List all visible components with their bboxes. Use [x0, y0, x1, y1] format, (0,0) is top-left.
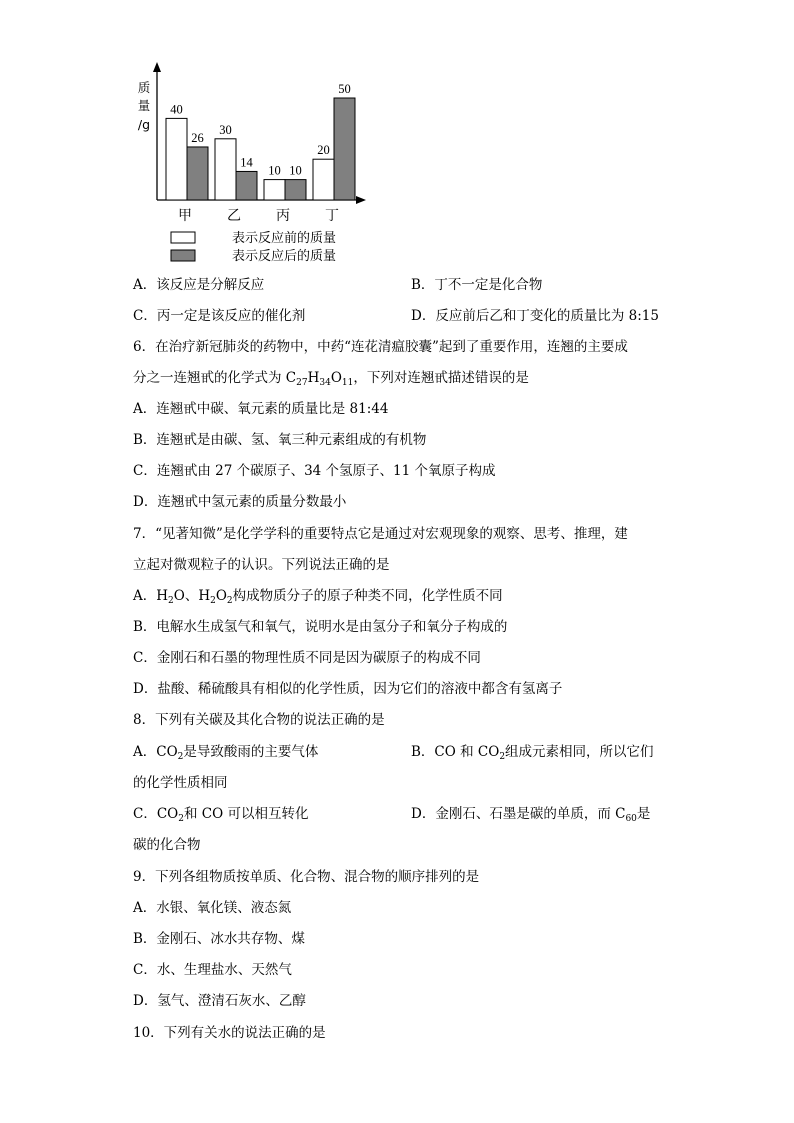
q6-option-a: A．连翘甙中碳、氧元素的质量比是 81:44 — [133, 401, 389, 417]
bar-value-label: 10 — [268, 163, 281, 178]
mass-bar-chart — [0, 0, 794, 270]
q8-stem: 8．下列有关碳及其化合物的说法正确的是 — [133, 712, 385, 728]
q6-stem-line2: 分之一连翘甙的化学式为 $C_{27}H_{34}O_{11}$，下列对连翘甙描述错误的是 — [133, 370, 529, 388]
q5-option-b: B．丁不一定是化合物 — [411, 277, 543, 293]
q9-option-b: B．金刚石、冰水共存物、煤 — [133, 931, 305, 947]
chart-bars — [166, 82, 355, 200]
category-labels — [178, 208, 339, 224]
q7-stem-line2: 立起对微观粒子的认识。下列说法正确的是 — [133, 557, 390, 573]
q7-option-c: C．金刚石和石墨的物理性质不同是因为碳原子的构成不同 — [133, 650, 481, 666]
q6-option-d: D．连翘甙中氢元素的质量分数最小 — [133, 494, 347, 510]
bar-before — [313, 159, 334, 200]
bar-after — [236, 171, 257, 200]
q8-option-c: C．$CO_2$和 CO 可以相互转化 — [133, 806, 309, 824]
bar-after — [334, 98, 355, 200]
category-label: 丁 — [325, 208, 339, 224]
bar-value-label: 10 — [289, 163, 302, 178]
legend-swatch — [171, 232, 195, 243]
q8-option-b-continued: 的化学性质相同 — [133, 775, 228, 791]
q8-option-a: A．$CO_2$是导致酸雨的主要气体 — [133, 744, 319, 762]
q6-option-b: B．连翘甙是由碳、氢、氧三种元素组成的有机物 — [133, 432, 427, 448]
legend-swatch — [171, 250, 195, 261]
q9-option-d: D．氢气、澄清石灰水、乙醇 — [133, 993, 306, 1009]
q8-option-d: D．金刚石、石墨是碳的单质，而 $C_{60}$是 — [411, 806, 651, 824]
bar-value-label: 26 — [191, 130, 204, 145]
legend-label: 表示反应前的质量 — [232, 231, 337, 246]
q9-option-c: C．水、生理盐水、天然气 — [133, 962, 292, 978]
chart-legend — [171, 230, 336, 264]
q5-option-d: D．反应前后乙和丁变化的质量比为 8:15 — [411, 308, 659, 324]
category-label: 丙 — [276, 208, 290, 224]
q9-stem: 9．下列各组物质按单质、化合物、混合物的顺序排列的是 — [133, 869, 480, 885]
bar-before — [166, 118, 187, 200]
q7-option-d: D．盐酸、稀硫酸具有相似的化学性质，因为它们的溶液中都含有氢离子 — [133, 681, 563, 697]
q8-option-b: B．CO 和 $CO_2$组成元素相同，所以它们 — [411, 744, 654, 762]
bar-value-label: 20 — [317, 143, 330, 158]
category-label: 乙 — [227, 208, 241, 224]
y-label-char: 质 — [137, 80, 151, 95]
q7-stem-line1: 7．“见著知微”是化学学科的重要特点它是通过对宏观现象的观察、思考、推理，建 — [133, 526, 628, 542]
q9-option-a: A．水银、氧化镁、液态氮 — [133, 900, 292, 916]
q7-option-a: A．$H_2O$、$H_2O_2$构成物质分子的原子种类不同，化学性质不同 — [133, 588, 503, 606]
y-label-char: /g — [137, 117, 151, 132]
q6-option-c: C．连翘甙由 27 个碳原子、34 个氢原子、11 个氧原子构成 — [133, 463, 496, 479]
legend-label: 表示反应后的质量 — [232, 249, 337, 264]
bar-value-label: 40 — [170, 102, 183, 117]
x-axis-arrow — [356, 196, 366, 204]
bar-after — [187, 147, 208, 200]
q10-stem: 10．下列有关水的说法正确的是 — [133, 1025, 326, 1041]
q8-option-d-continued: 碳的化合物 — [133, 837, 201, 853]
bar-value-label: 50 — [338, 82, 351, 96]
q7-option-b: B．电解水生成氢气和氧气，说明水是由氢分子和氧分子构成的 — [133, 619, 508, 635]
bar-after — [285, 180, 306, 200]
category-label: 甲 — [178, 208, 192, 224]
y-axis-arrow — [153, 62, 161, 72]
bar-before — [264, 180, 285, 200]
q5-option-a: A．该反应是分解反应 — [133, 277, 265, 293]
bar-value-label: 30 — [219, 122, 232, 137]
bar-before — [215, 139, 236, 200]
q5-option-c: C．丙一定是该反应的催化剂 — [133, 308, 306, 324]
q6-stem-line1: 6．在治疗新冠肺炎的药物中，中药“连花清瘟胶囊”起到了重要作用，连翘的主要成 — [133, 339, 628, 355]
bar-value-label: 14 — [240, 155, 253, 170]
y-axis-label — [138, 80, 151, 132]
y-label-char: 量 — [137, 98, 151, 113]
